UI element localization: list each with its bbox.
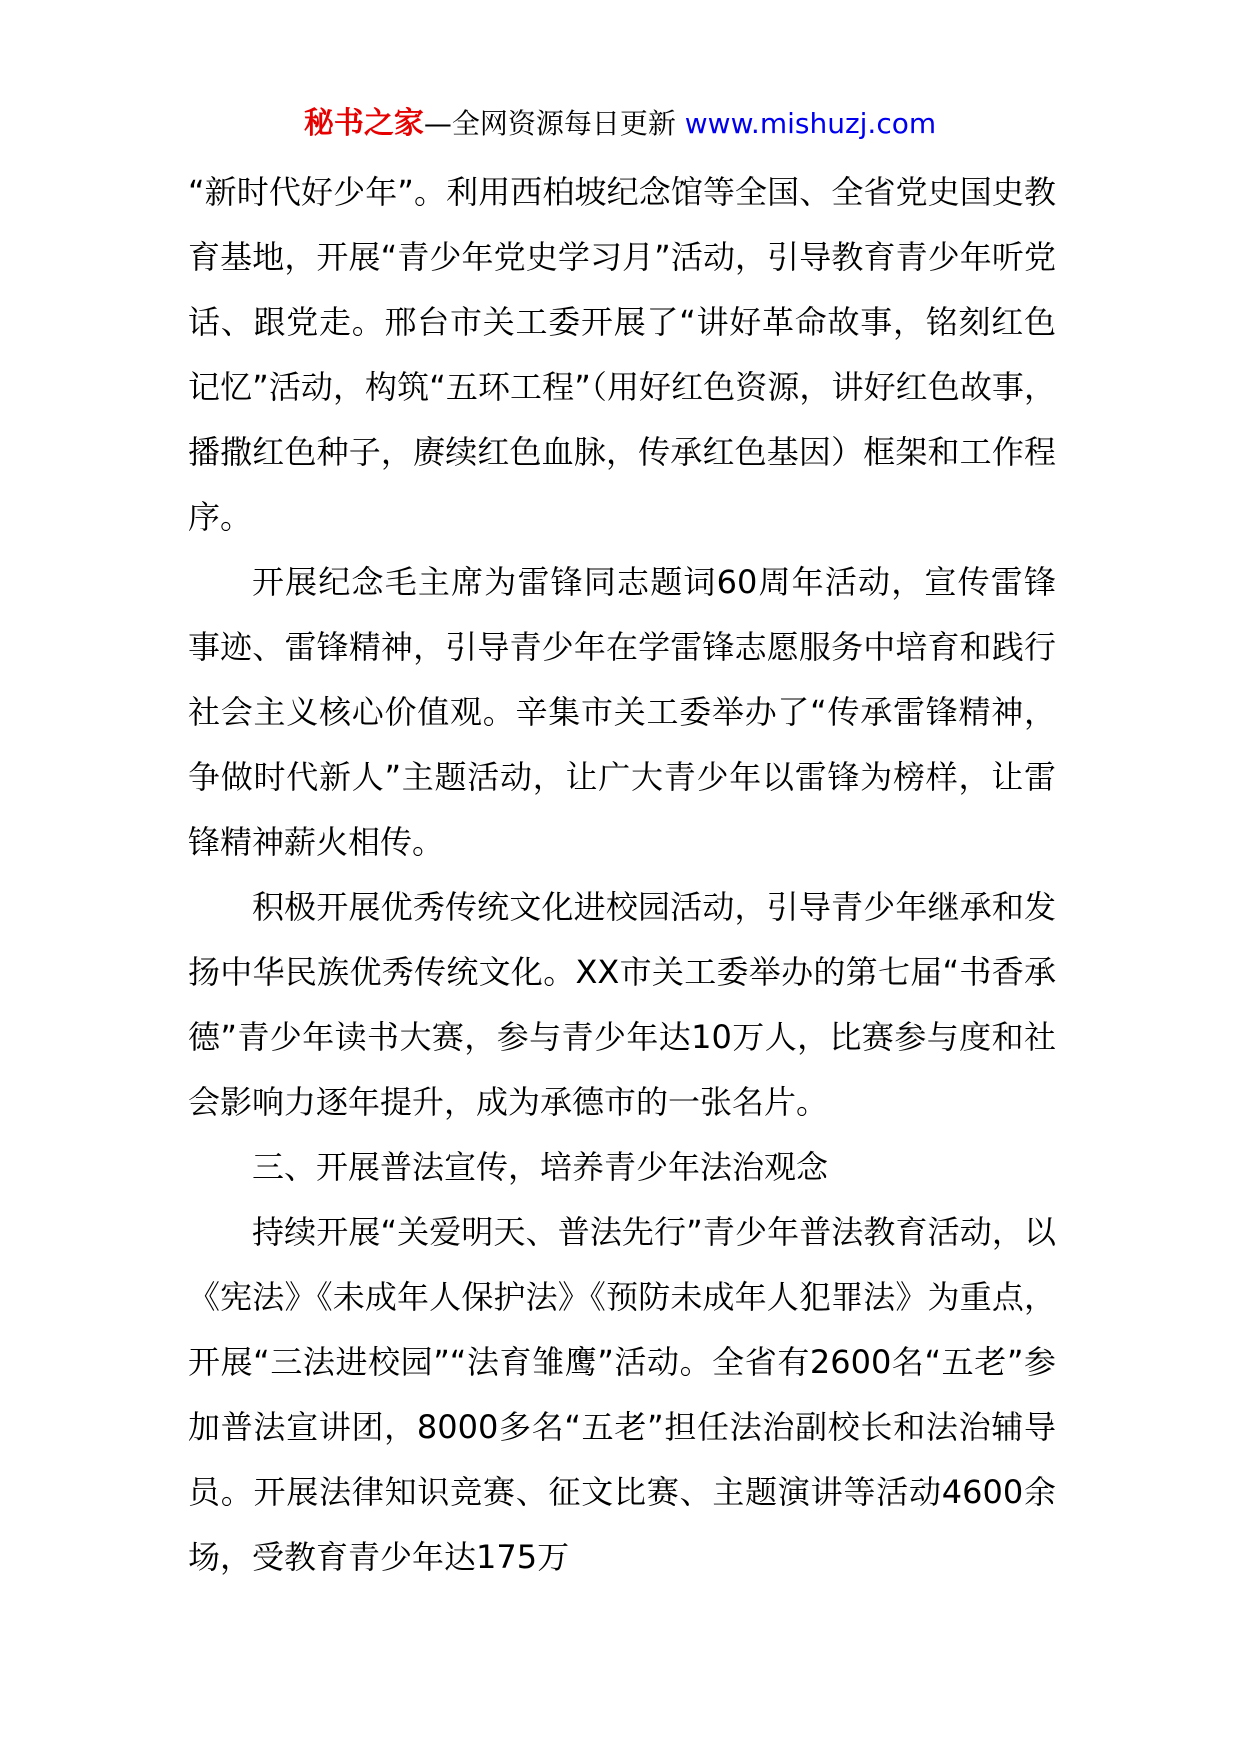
section-heading: 三、开展普法宣传，培养青少年法治观念	[252, 1148, 829, 1186]
paragraph-continuation: “新时代好少年”。利用西柏坡纪念馆等全国、全省党史国史教育基地，开展“青少年党史学习月”活动，引导教育青少年听党话、跟党走。邢台市关工委开展了“讲好革命故事，铭刻红色记忆”活动，构筑“五环工程”（用好红色资源，讲好红色故事，播撒红色种子，赓续红色血脉，传承红色基因）框架和工作程序。	[188, 173, 1056, 536]
page-header	[0, 100, 1240, 148]
header-tagline: —全网资源每日更新	[423, 107, 685, 140]
paragraph: 持续开展“关爱明天、普法先行”青少年普法教育活动，以《宪法》《未成年人保护法》《预防未成年人犯罪法》为重点，开展“三法进校园”“法育雏鹰”活动。全省有2600名“五老”参加普法宣讲团，8000多名“五老”担任法治副校长和法治辅导员。开展法律知识竞赛、征文比赛、主题演讲等活动4600余场，受教育青少年达175万	[188, 1213, 1056, 1576]
paragraph: 积极开展优秀传统文化进校园活动，引导青少年继承和发扬中华民族优秀传统文化。XX市关工委举办的第七届“书香承德”青少年读书大赛，参与青少年达10万人，比赛参与度和社会影响力逐年提升，成为承德市的一张名片。	[188, 888, 1056, 1121]
header-brand: 秘书之家	[303, 106, 424, 141]
paragraph: 开展纪念毛主席为雷锋同志题词60周年活动，宣传雷锋事迹、雷锋精神，引导青少年在学雷锋志愿服务中培育和践行社会主义核心价值观。辛集市关工委举办了“传承雷锋精神，争做时代新人”主题活动，让广大青少年以雷锋为榜样，让雷锋精神薪火相传。	[188, 563, 1056, 861]
header-url-link[interactable]: www.mishuzj.com	[684, 107, 937, 140]
document-body	[188, 160, 1056, 1590]
